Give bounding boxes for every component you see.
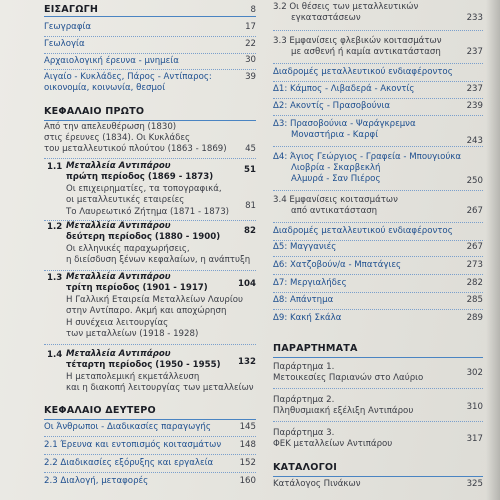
entry-divider xyxy=(273,274,483,275)
chapter-heading-1: ΚΕΦΑΛΑΙΟ ΠΡΩΤΟ xyxy=(44,106,145,117)
toc-page-number: 267 xyxy=(466,206,483,216)
section-subtitle: πρώτη περίοδος (1869 - 1873) xyxy=(66,172,214,182)
section-line: Η μεταπολεμική εκμετάλλευση xyxy=(66,372,200,382)
route-entry: Δ5: Μαγγανιές xyxy=(273,242,337,252)
toc-entry: από αντικατάσταση xyxy=(291,206,378,216)
entry-divider xyxy=(273,240,483,241)
toc-page-number: 82 xyxy=(244,226,256,236)
toc-page-number: 39 xyxy=(245,72,256,82)
entry-divider xyxy=(273,292,483,293)
section-heading-intro: ΕΙΣΑΓΩΓΗ xyxy=(44,4,99,15)
entry-divider xyxy=(44,158,256,159)
entry-divider xyxy=(273,256,483,257)
entry-divider xyxy=(44,36,256,37)
toc-entry: Γεωλογία xyxy=(44,39,85,49)
section-line: στην Αντίπαρο. Ακμή και αποχώρηση xyxy=(66,306,227,316)
toc-page-number: 273 xyxy=(466,260,483,270)
section-line: Οι ελληνικές παραχωρήσεις, xyxy=(66,244,190,254)
route-entry: Μοναστήρια - Καρφί xyxy=(291,130,379,140)
toc-page-number: 237 xyxy=(466,84,483,94)
toc-page-number: 302 xyxy=(466,368,483,378)
toc-page-number: 239 xyxy=(466,101,483,111)
chapter-intro-line: Από την απελευθέρωση (1830) xyxy=(44,122,177,132)
toc-page-number: 243 xyxy=(466,136,483,146)
section-title: Μεταλλεία Αντιπάρου xyxy=(66,221,171,231)
toc-page-number: 45 xyxy=(245,144,256,154)
toc-page-number: 160 xyxy=(239,476,256,486)
entry-divider xyxy=(273,63,483,64)
entry-divider xyxy=(273,30,483,31)
chapter-intro-line: στις έρευνες (1834). Οι Κυκλάδες xyxy=(44,133,191,143)
toc-page-number: 51 xyxy=(244,165,256,175)
appendix-label: Παράρτημα 2. xyxy=(273,395,335,405)
heading-rule xyxy=(44,120,256,121)
section-subtitle: τέταρτη περίοδος (1950 - 1955) xyxy=(66,360,221,370)
section-number: 1.2 xyxy=(47,222,63,232)
route-entry: Δ6: Χατζοβούν/α - Μπατάγιες xyxy=(273,260,402,270)
toc-entry: με ασθενή ή καμία αντικατάσταση xyxy=(291,47,441,57)
toc-entry: Οι Άνθρωποι - Διαδικασίες παραγωγής xyxy=(44,422,211,432)
toc-page-number: 282 xyxy=(466,278,483,288)
section-subtitle: δεύτερη περίοδος (1880 - 1900) xyxy=(66,232,221,242)
appendix-title: Μετοικεσίες Παριανών στο Λαύριο xyxy=(273,373,424,383)
entry-divider xyxy=(273,421,483,422)
entry-divider xyxy=(273,146,483,147)
toc-page-number: 17 xyxy=(245,22,256,32)
route-entry: Δ2: Ακοντίς - Πρασοβούνια xyxy=(273,101,391,111)
appendix-label: Παράρτημα 3. xyxy=(273,428,335,438)
page-edge-shadow xyxy=(486,0,500,500)
entry-divider xyxy=(273,98,483,99)
toc-page-number: 233 xyxy=(466,13,483,23)
toc-page-number: 310 xyxy=(466,402,483,412)
heading-rule xyxy=(44,16,256,17)
route-entry: Αλμυρά - Σαν Πιέρος xyxy=(291,174,381,184)
toc-page-number: 152 xyxy=(239,458,256,468)
toc-page-number: 132 xyxy=(238,357,256,367)
toc-page-number: 289 xyxy=(466,313,483,323)
heading-rule xyxy=(273,357,483,358)
heading-rule xyxy=(273,476,483,477)
entry-divider xyxy=(44,270,256,271)
toc-page-number: 30 xyxy=(245,55,256,65)
toc-page-number: 285 xyxy=(466,295,483,305)
toc-page-number: 250 xyxy=(466,176,483,186)
section-number: 1.1 xyxy=(47,162,63,172)
entry-divider xyxy=(273,222,483,223)
route-entry: Δ8: Απάντημα xyxy=(273,295,334,305)
toc-page-number: 8 xyxy=(250,5,256,15)
toc-entry: Γεωγραφία xyxy=(44,22,92,32)
toc-page-number: 325 xyxy=(466,479,483,489)
subheading: Διαδρομές μεταλλευτικού ενδιαφέροντος xyxy=(273,67,453,77)
entry-divider xyxy=(273,81,483,82)
entry-divider xyxy=(44,344,256,345)
section-line: Οι επιχειρηματίες, τα τοπογραφικά, xyxy=(66,184,222,194)
entry-divider xyxy=(44,53,256,54)
section-number: 1.3 xyxy=(47,273,63,283)
section-heading-catalogs: ΚΑΤΑΛΟΓΟΙ xyxy=(273,462,338,473)
toc-page-number: 237 xyxy=(466,47,483,57)
appendix-title: Πληθυσμιακή εξέλιξη Αντιπάρου xyxy=(273,406,414,416)
toc-page-number: 317 xyxy=(466,434,483,444)
entry-divider xyxy=(273,309,483,310)
section-title: Μεταλλεία Αντιπάρου xyxy=(66,272,171,282)
route-entry: Δ1: Κάμπος - Λιβαδερά - Ακοντίς xyxy=(273,84,415,94)
toc-page-number: 145 xyxy=(239,422,256,432)
toc-page-number: 22 xyxy=(245,39,256,49)
chapter-heading-2: ΚΕΦΑΛΑΙΟ ΔΕΥΤΕΡΟ xyxy=(44,405,156,416)
entry-divider xyxy=(44,454,256,455)
section-line: Η Γαλλική Εταιρεία Μεταλλείων Λαυρίου xyxy=(66,295,244,305)
toc-entry: εγκαταστάσεων xyxy=(291,13,361,23)
toc-entry: 2.1 Έρευνα και εντοπισμός κοιτασμάτων xyxy=(44,440,222,450)
section-line: Το Λαυρεωτικό Ζήτημα (1871 - 1873) xyxy=(66,207,230,217)
section-number: 1.4 xyxy=(47,350,63,360)
route-entry: Δ9: Κακή Σκάλα xyxy=(273,313,342,323)
toc-entry: 3.2 Οι θέσεις των μεταλλευτικών xyxy=(273,2,419,12)
toc-entry: 3.4 Εμφανίσεις κοιτασμάτων xyxy=(273,195,398,205)
toc-entry: Αρχαιολογική έρευνα - μνημεία xyxy=(44,56,179,66)
toc-entry: 2.3 Διαλογή, μεταφορές xyxy=(44,476,149,486)
entry-divider xyxy=(273,388,483,389)
section-line: Η συνέχεια λειτουργίας xyxy=(66,318,169,328)
entry-divider xyxy=(44,472,256,473)
route-entry: Λιοβρία - Σκαρβεκλή xyxy=(291,163,381,173)
toc-entry: Κατάλογος Πινάκων xyxy=(273,479,361,489)
entry-divider xyxy=(273,115,483,116)
section-title: Μεταλλεία Αντιπάρου xyxy=(66,349,171,359)
entry-divider xyxy=(273,190,483,191)
section-subtitle: τρίτη περίοδος (1901 - 1917) xyxy=(66,283,208,293)
toc-entry: Αιγαίο - Κυκλάδες, Πάρος - Αντίπαρος: xyxy=(44,72,212,82)
section-heading-appendix: ΠΑΡΑΡΤΗΜΑΤΑ xyxy=(273,343,358,354)
toc-page-number: 104 xyxy=(238,279,256,289)
section-line: η διείσδυση ξένων κεφαλαίων, η ανάπτυξη xyxy=(66,255,251,265)
route-entry: Δ3: Πρασοβούνια - Ψαράγκρεμνα xyxy=(273,119,416,129)
section-line: των μεταλλείων (1918 - 1928) xyxy=(66,329,199,339)
entry-divider xyxy=(44,436,256,437)
toc-entry: 2.2 Διαδικασίες εξόρυξης και εργαλεία xyxy=(44,458,214,468)
toc-entry: 3.3 Εμφανίσεις φλεβικών κοιτασμάτων xyxy=(273,36,442,46)
chapter-intro-line: του μεταλλευτικού πλούτου (1863 - 1869) xyxy=(44,144,227,154)
section-line: και η διακοπή λειτουργίας των μεταλλείων xyxy=(66,383,254,393)
toc-page-number: 267 xyxy=(466,242,483,252)
route-entry: Δ4: Άγιος Γεώργιος - Γραφεία - Μπουγιούκα xyxy=(273,152,462,162)
entry-divider xyxy=(44,69,256,70)
toc-page-number: 81 xyxy=(245,201,256,211)
toc-entry: οικονομία, κοινωνία, θεσμοί xyxy=(44,83,166,93)
section-line: οι μεταλλευτικές εταιρείες xyxy=(66,195,185,205)
toc-page-number: 148 xyxy=(239,440,256,450)
heading-rule xyxy=(44,419,256,420)
appendix-title: ΦΕΚ μεταλλείων Αντιπάρου xyxy=(273,439,393,449)
subheading: Διαδρομές μεταλλευτικού ενδιαφέροντος xyxy=(273,226,453,236)
route-entry: Δ7: Μεργιαλήδες xyxy=(273,278,347,288)
appendix-label: Παράρτημα 1. xyxy=(273,362,335,372)
section-title: Μεταλλεία Αντιπάρου xyxy=(66,161,171,171)
